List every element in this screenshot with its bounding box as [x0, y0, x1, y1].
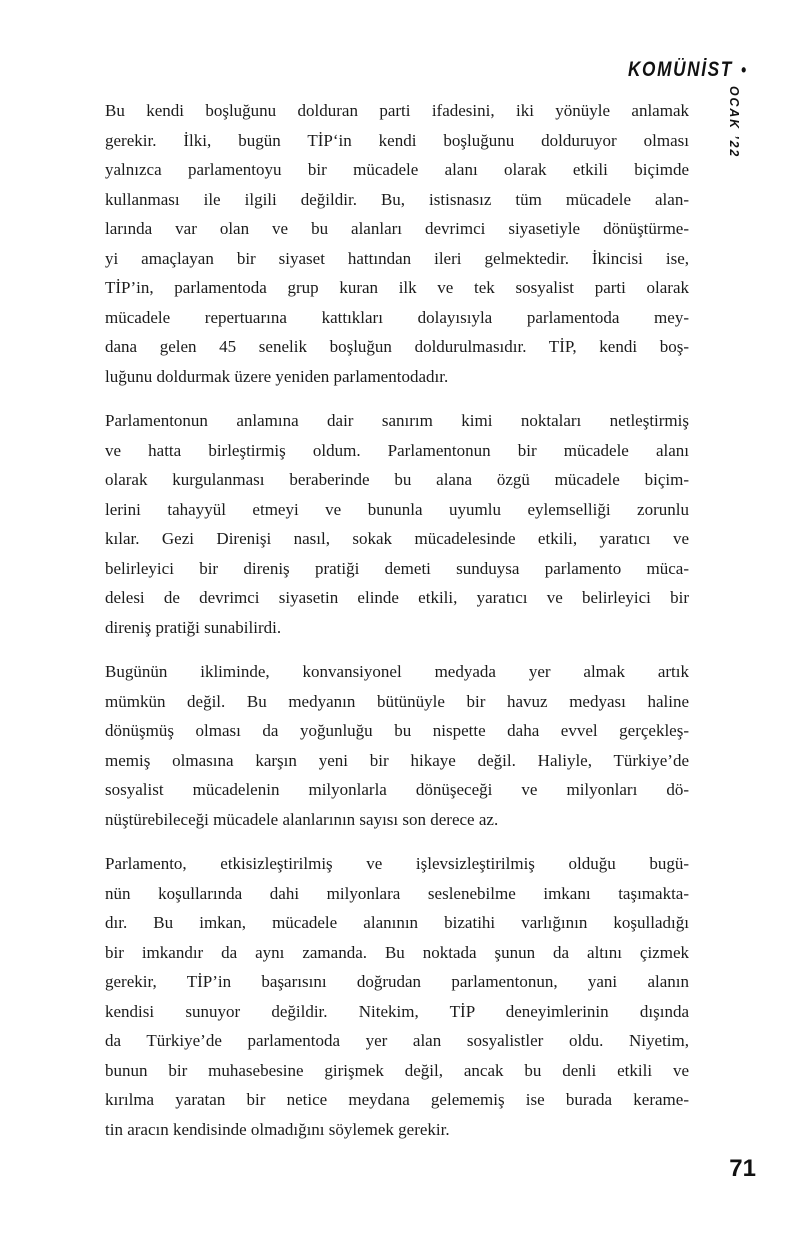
- text-line: Parlamento, etkisizleştirilmiş ve işlevsizleştirilmiş olduğu bugü-: [105, 854, 689, 873]
- text-line: gerekir. İlki, bugün TİP‘in kendi boşluğunu dolduruyor olması: [105, 130, 689, 150]
- page-number: 71: [729, 1155, 756, 1182]
- text-line: mümkün değil. Bu medyanın bütünüyle bir havuz medyası haline: [105, 691, 689, 711]
- text-line: mücadele repertuarına kattıkları dolayısıyla parlamentoda mey-: [105, 307, 689, 327]
- text-line: memiş olmasına karşın yeni bir hikaye değil. Haliyle, Türkiye’de: [105, 750, 689, 770]
- text-line: yi amaçlayan bir siyaset hattından ileri gelmektedir. İkincisi ise,: [105, 248, 689, 268]
- paragraph: [105, 657, 689, 834]
- paragraph: [105, 406, 689, 642]
- text-line: gerekir, TİP’in başarısını doğrudan parlamentonun, yani alanın: [105, 972, 689, 991]
- article-body: [105, 96, 689, 1159]
- text-line: kendisi sunuyor değildir. Nitekim, TİP deneyimlerinin dışında: [105, 1001, 689, 1021]
- text-line: ve hatta birleştirmiş oldum. Parlamentonun bir mücadele alanı: [105, 440, 689, 460]
- text-line: bir imkandır da aynı zamanda. Bu noktada şunun da altını çizmek: [105, 942, 689, 962]
- text-line: belirleyici bir direniş pratiği demeti sunduysa parlamento müca-: [105, 558, 689, 578]
- text-line: bunun bir muhasebesine girişmek değil, ancak bu denli etkili ve: [105, 1060, 689, 1080]
- bullet-icon: •: [740, 60, 746, 80]
- magazine-title: KOMÜNİST: [627, 58, 733, 81]
- text-line: Bugünün ikliminde, konvansiyonel medyada yer almak artık: [105, 662, 689, 681]
- text-line: tin aracın kendisinde olmadığını söylemek gerekir.: [105, 1119, 450, 1139]
- text-line: delesi de devrimci siyasetin elinde etkili, yaratıcı ve belirleyici bir: [105, 588, 689, 607]
- text-line: nün koşullarında dahi milyonlara seslenebilme imkanı taşımakta-: [105, 883, 689, 903]
- text-line: Bu kendi boşluğunu dolduran parti ifadesini, iki yönüyle anlamak: [105, 101, 689, 120]
- paragraph: [105, 96, 689, 391]
- page-header: [628, 58, 746, 82]
- text-line: lerini tahayyül etmeyi ve bununla uyumlu eylemselliği zorunlu: [105, 499, 689, 519]
- text-line: luğunu doldurmak üzere yeniden parlamentodadır.: [105, 366, 449, 386]
- text-line: dır. Bu imkan, mücadele alanının bizatihi varlığının koşulladığı: [105, 913, 689, 932]
- text-line: olarak kurgulanması beraberinde bu alana özgü mücadele biçim-: [105, 470, 689, 489]
- text-line: kırılma yaratan bir netice meydana gelememiş ise burada kerame-: [105, 1090, 689, 1109]
- text-line: Parlamentonun anlamına dair sanırım kimi noktaları netleştirmiş: [105, 411, 689, 430]
- issue-date-vertical: OCAK ’22: [727, 86, 742, 159]
- text-line: yalnızca parlamentoyu bir mücadele alanı olarak etkili biçimde: [105, 160, 689, 179]
- text-line: direniş pratiği sunabilirdi.: [105, 617, 282, 637]
- text-line: da Türkiye’de parlamentoda yer alan sosyalistler oldu. Niyetim,: [105, 1031, 689, 1050]
- text-line: TİP’in, parlamentoda grup kuran ilk ve tek sosyalist parti olarak: [105, 278, 689, 297]
- text-line: larında var olan ve bu alanları devrimci siyasetiyle dönüştürme-: [105, 219, 689, 238]
- text-line: nüştürebileceği mücadele alanlarının sayısı son derece az.: [105, 809, 499, 829]
- text-line: dönüşmüş olması da yoğunluğu bu nispette daha evvel gerçekleş-: [105, 721, 689, 740]
- text-line: sosyalist mücadelenin milyonlarla dönüşeceği ve milyonları dö-: [105, 780, 689, 799]
- text-line: kullanması ile ilgili değildir. Bu, istisnasız tüm mücadele alan-: [105, 189, 689, 209]
- paragraph: [105, 849, 689, 1144]
- text-line: dana gelen 45 senelik boşluğun doldurulmasıdır. TİP, kendi boş-: [105, 337, 689, 356]
- text-line: kılar. Gezi Direnişi nasıl, sokak mücadelesinde etkili, yaratıcı ve: [105, 529, 689, 548]
